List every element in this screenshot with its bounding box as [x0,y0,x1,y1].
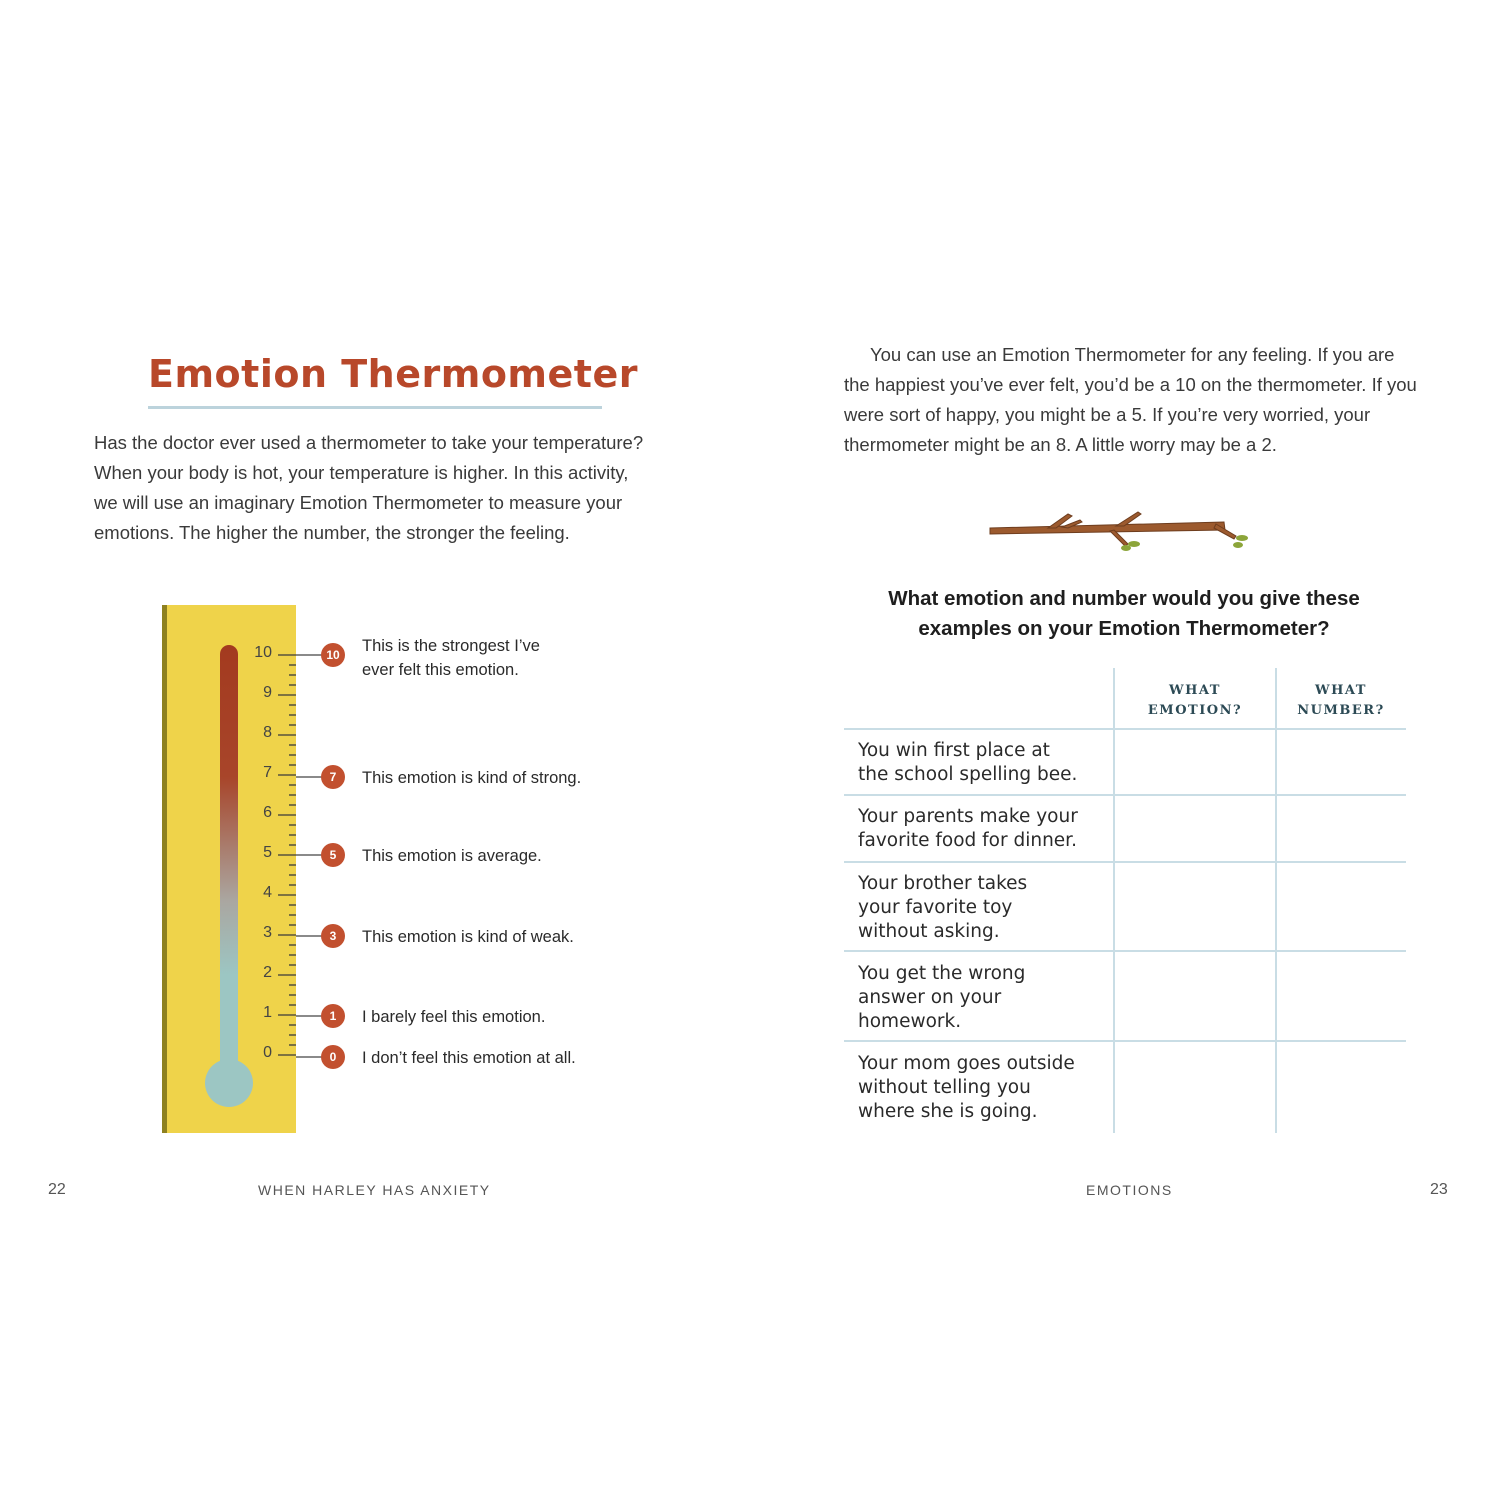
mercury-column [220,645,238,1085]
row-5-line3: where she is going. [858,1101,1038,1122]
callout-5-text: This emotion is average. [362,847,542,865]
table-question: What emotion and number would you give these examples on your Emotion Thermometer? [888,587,1360,640]
callout-10-line2: ever felt this emotion. [362,661,519,679]
col-header-number-line2: NUMBER? [1297,703,1385,718]
badge-3: 3 [321,924,345,948]
col-header-emotion-line1: WHAT [1169,683,1221,698]
running-head-right: EMOTIONS [1086,1182,1173,1198]
table-divider-v1 [1113,668,1115,1133]
col-header-number-line1: WHAT [1315,683,1367,698]
scale-label-3: 3 [263,924,272,941]
callout-7-text: This emotion is kind of strong. [362,769,582,787]
table-row-rule [844,794,1406,796]
thermometer-illustration [162,605,296,1133]
callout-10-line1: This is the strongest I’ve [362,637,540,655]
badge-7: 7 [321,765,345,789]
table-row-rule [844,861,1406,863]
badge-0: 0 [321,1045,345,1069]
leaf-icon [1236,535,1248,541]
row-1-line1: You win first place at [858,740,1050,761]
badge-10: 10 [321,643,345,667]
callout-3-text: This emotion is kind of weak. [362,928,574,946]
badge-1: 1 [321,1004,345,1028]
page-number-right: 23 [1430,1181,1448,1198]
row-4-line3: homework. [858,1011,962,1032]
scale-label-0: 0 [263,1044,272,1061]
table-row-rule [844,950,1406,952]
twig-illustration [988,508,1256,554]
right-intro-paragraph: You can use an Emotion Thermometer for any feeling. If you are the happiest you’ve ever felt, you’d be a 10 on the thermometer. If you were sort of happy, you might be a 5. If you’re very worried, your thermometer might be an 8. A little worry may be a 2. [844,344,1417,455]
scale-label-2: 2 [263,964,272,981]
col-header-emotion-line2: EMOTION? [1147,703,1243,718]
callout-10-text [362,634,540,682]
table-header-rule [844,728,1406,730]
leaf-icon [1233,542,1243,548]
badge-5: 5 [321,843,345,867]
table-divider-v2 [1275,668,1277,1133]
row-1-line2: the school spelling bee. [858,764,1078,785]
scale-label-8: 8 [263,724,272,741]
row-3-line1: Your brother takes [858,873,1028,894]
row-2-line1: Your parents make your [858,806,1078,827]
scale-label-6: 6 [263,804,272,821]
left-intro-paragraph: Has the doctor ever used a thermometer to take your temperature? When your body is hot, your temperature is higher. In this activity, we will use an imaginary Emotion Thermometer to measure your emotions. The higher the number, the stronger the feeling. [94,432,644,543]
row-3-line2: your favorite toy [858,897,1013,918]
title-underline [148,406,602,409]
table-row [858,1052,1075,1124]
page-number-left: 22 [48,1181,66,1198]
scale-label-5: 5 [263,844,272,861]
scale-label-4: 4 [263,884,272,901]
mercury-bulb [205,1059,253,1107]
table-row-rule [844,1040,1406,1042]
callout-0-text: I don’t feel this emotion at all. [362,1049,576,1067]
table-row [858,872,1027,944]
row-4-line1: You get the wrong [858,963,1026,984]
row-5-line1: Your mom goes outside [858,1053,1075,1074]
col-header-number [1278,681,1404,721]
scale-label-1: 1 [263,1004,272,1021]
scale-label-7: 7 [263,764,272,781]
col-header-emotion [1116,681,1274,721]
running-head-left: WHEN HARLEY HAS ANXIETY [258,1182,491,1198]
row-3-line3: without asking. [858,921,1000,942]
table-row [858,739,1077,787]
table-row [858,805,1078,853]
scale-label-9: 9 [263,684,272,701]
page-title: Emotion Thermometer [148,352,638,396]
table-row [858,962,1025,1034]
leaf-icon [1121,545,1131,551]
callout-1-text: I barely feel this emotion. [362,1008,546,1026]
row-4-line2: answer on your [858,987,1002,1008]
row-5-line2: without telling you [858,1077,1031,1098]
row-2-line2: favorite food for dinner. [858,830,1077,851]
scale-label-10: 10 [254,644,272,661]
